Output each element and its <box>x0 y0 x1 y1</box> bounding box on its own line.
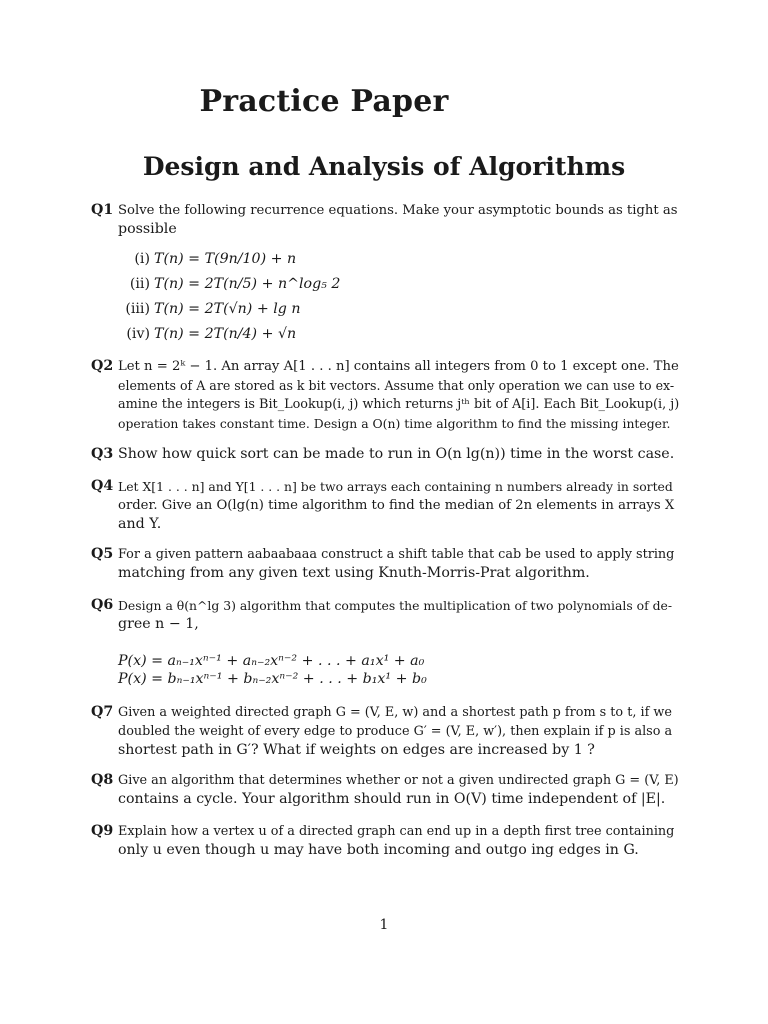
question-line: order. Give an O(lg(n) time algorithm to find the median of 2n elements in arrays X <box>118 498 675 513</box>
question-number: Q3 <box>91 446 114 462</box>
question-line: contains a cycle. Your algorithm should run in O(V) time independent of |E|. <box>118 791 666 807</box>
polynomial-b: P(x) = bₙ₋₁xⁿ⁻¹ + bₙ₋₂xⁿ⁻² + . . . + b₁x¹ + b₀ <box>118 671 427 687</box>
question-text <box>118 703 679 760</box>
question-line: doubled the weight of every edge to produce G′ = (V, E, w′), then explain if p is also a <box>118 724 673 739</box>
question-line: elements of A are stored as k bit vectors. Assume that only operation we can use to ex- <box>118 378 675 393</box>
question-7 <box>91 703 679 760</box>
recurrence-list <box>118 247 518 347</box>
question-number: Q7 <box>91 704 114 720</box>
question-line: For a given pattern aabaabaaa construct a shift table that cab be used to apply string <box>118 547 675 562</box>
recurrence-item <box>118 272 518 297</box>
question-text <box>118 357 679 433</box>
polynomial-a: P(x) = aₙ₋₁xⁿ⁻¹ + aₙ₋₂xⁿ⁻² + . . . + a₁x¹ + a₀ <box>118 653 425 669</box>
question-line: Show how quick sort can be made to run in O(n lg(n)) time in the worst case. <box>118 446 675 462</box>
question-line: amine the integers is Bit_Lookup(i, j) which returns jᵗʰ bit of A[i]. Each Bit_Lookup(i, j) <box>118 397 680 412</box>
question-number: Q2 <box>91 358 114 374</box>
question-text <box>118 822 679 860</box>
question-line: Solve the following recurrence equations. Make your asymptotic bounds as tight as <box>118 203 678 218</box>
question-line: Give an algorithm that determines whether or not a given undirected graph G = (V, E) <box>118 773 679 788</box>
question-line: Explain how a vertex u of a directed graph can end up in a depth first tree containing <box>118 824 675 839</box>
question-line: only u even though u may have both incoming and outgo ing edges in G. <box>118 842 639 858</box>
recurrence-label: (iv) <box>126 326 150 342</box>
question-line: shortest path in G′? What if weights on edges are increased by 1 ? <box>118 742 595 758</box>
question-text <box>118 445 679 464</box>
question-text <box>118 596 679 634</box>
question-1 <box>91 201 679 239</box>
question-text <box>118 545 679 583</box>
question-line: Given a weighted directed graph G = (V, E, w) and a shortest path p from s to t, if we <box>118 705 672 720</box>
question-8 <box>91 771 679 809</box>
page-number: 1 <box>379 917 389 933</box>
recurrence-label: (ii) <box>129 276 150 292</box>
question-line: Let n = 2ᵏ − 1. An array A[1 . . . n] contains all integers from 0 to 1 except one. The <box>118 359 679 374</box>
paper-subtitle: Design and Analysis of Algorithms <box>142 152 626 181</box>
question-number: Q9 <box>91 823 114 839</box>
question-line: gree n − 1, <box>118 616 199 632</box>
recurrence-equation: T(n) = 2T(n/4) + √n <box>154 326 297 342</box>
question-number: Q8 <box>91 772 114 788</box>
question-text <box>118 477 679 534</box>
question-6 <box>91 596 679 634</box>
question-3 <box>91 445 679 464</box>
question-5 <box>91 545 679 583</box>
question-4 <box>91 477 679 534</box>
question-number: Q4 <box>91 478 114 494</box>
question-line: possible <box>118 221 177 237</box>
recurrence-equation: T(n) = T(9n/10) + n <box>154 251 297 267</box>
recurrence-label: (iii) <box>125 301 150 317</box>
question-text <box>118 771 679 809</box>
question-line: Let X[1 . . . n] and Y[1 . . . n] be two arrays each containing n numbers already in sorted <box>118 479 673 494</box>
recurrence-equation: T(n) = 2T(√n) + lg n <box>154 301 301 317</box>
polynomial-block <box>118 652 427 688</box>
question-line: matching from any given text using Knuth-Morris-Prat algorithm. <box>118 565 590 581</box>
question-line: and Y. <box>118 516 162 532</box>
recurrence-item <box>118 247 518 272</box>
paper-title: Practice Paper <box>199 84 449 119</box>
recurrence-label: (i) <box>134 251 150 267</box>
question-2 <box>91 357 679 433</box>
question-number: Q5 <box>91 546 114 562</box>
question-number: Q6 <box>91 597 114 613</box>
question-line: Design a θ(n^lg 3) algorithm that computes the multiplication of two polynomials of de- <box>118 598 673 613</box>
recurrence-item <box>118 322 518 347</box>
question-text <box>118 201 679 239</box>
question-number: Q1 <box>91 202 114 218</box>
recurrence-equation: T(n) = 2T(n/5) + n^log₅ 2 <box>154 276 341 292</box>
recurrence-item <box>118 297 518 322</box>
question-line: operation takes constant time. Design a O(n) time algorithm to find the missing integer. <box>118 416 671 431</box>
question-9 <box>91 822 679 860</box>
